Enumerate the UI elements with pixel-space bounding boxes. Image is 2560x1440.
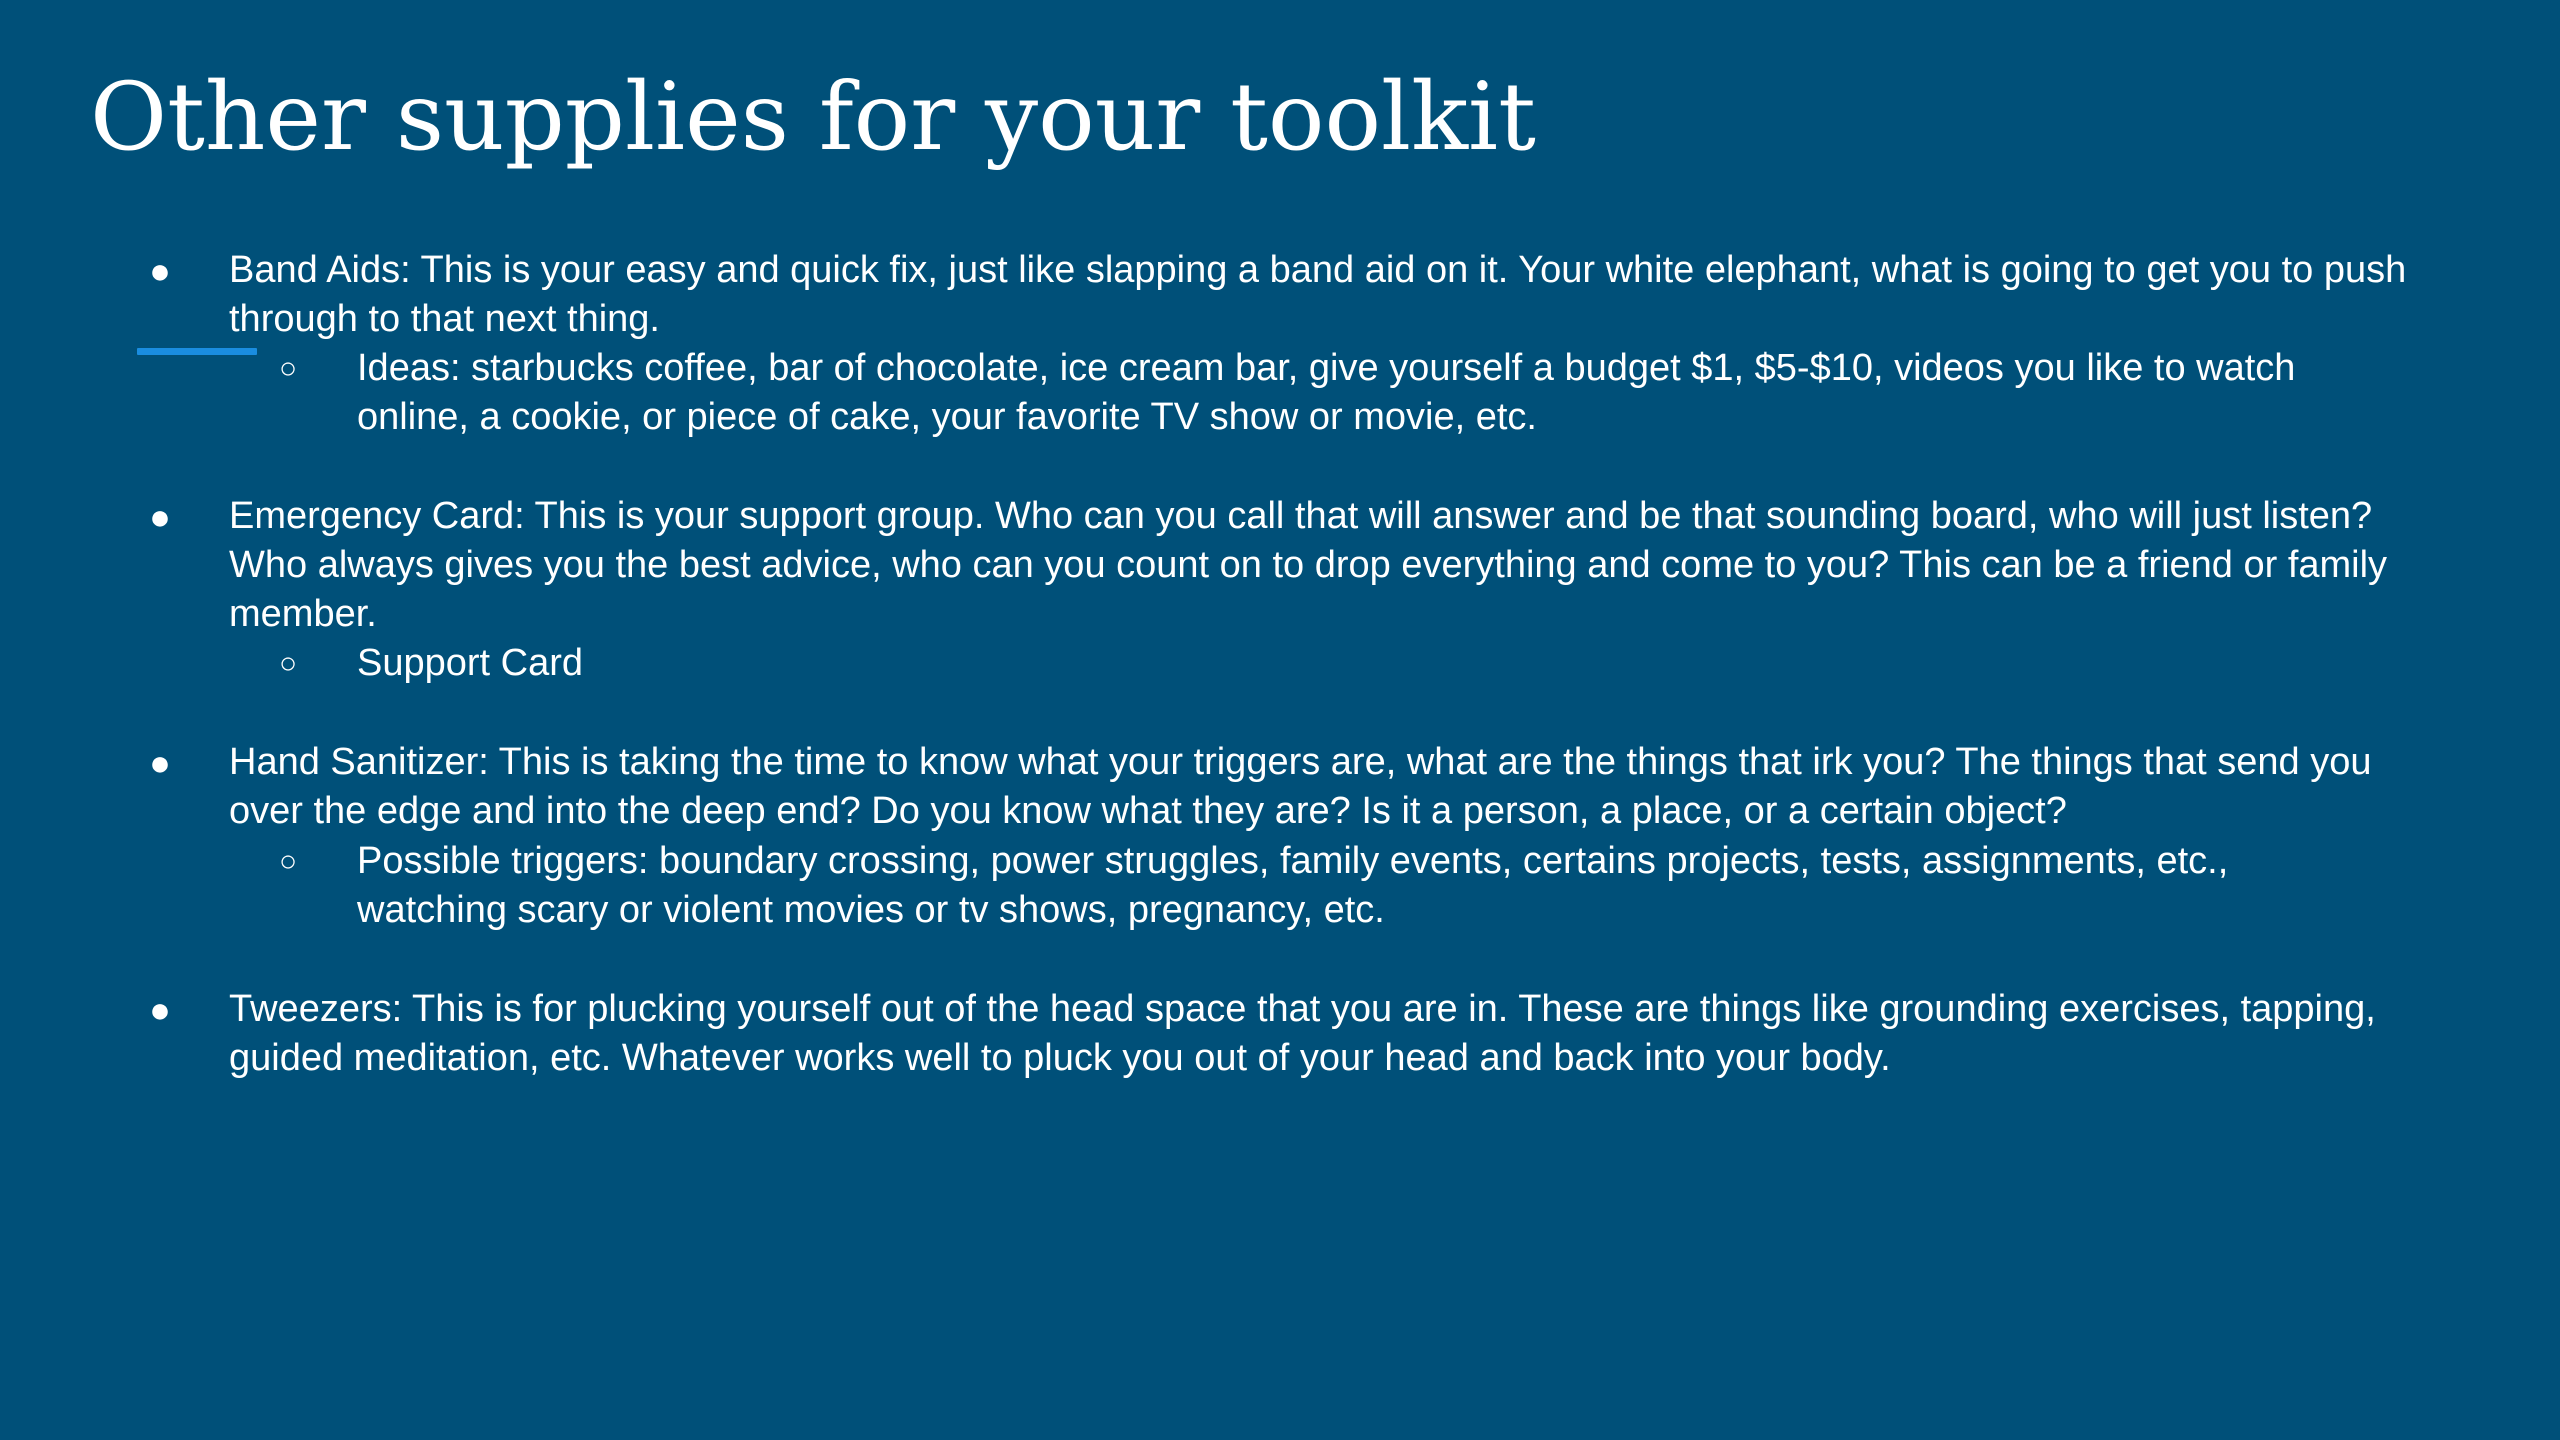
sub-item-text: Support Card bbox=[357, 642, 584, 684]
bullet-icon: ● bbox=[149, 250, 171, 291]
bullet-icon: ● bbox=[149, 989, 171, 1030]
slide-title: Other supplies for your toolkit bbox=[90, 63, 1536, 172]
sub-bullet-icon: ○ bbox=[278, 352, 298, 385]
list-item-text: Emergency Card: This is your support group. Who can you call that will answer and be that sounding board, who will just listen? Who always gives you the best advice, who can you count on to drop everything and come to you? This can be a friend or family member. bbox=[229, 495, 2388, 635]
sub-bullet-icon: ○ bbox=[278, 845, 298, 878]
bullet-icon: ● bbox=[149, 742, 171, 783]
list-item-text: Hand Sanitizer: This is taking the time to know what your triggers are, what are the things that irk you? The things that send you over the edge and into the deep end? Do you know what they are? Is it a person, a place, or a certain object? bbox=[229, 741, 2372, 832]
bullet-icon: ● bbox=[149, 496, 171, 537]
sub-bullet-icon: ○ bbox=[278, 647, 298, 680]
sub-item-text: Ideas: starbucks coffee, bar of chocolate, ice cream bar, give yourself a budget $1, $5-$10, videos you like to watch online, a cookie, or piece of cake, your favorite TV show or movie, etc. bbox=[357, 347, 2296, 438]
list-item-text: Tweezers: This is for plucking yourself out of the head space that you are in. These are things like grounding exercises, tapping, guided meditation, etc. Whatever works well to pluck you out of your head and back into your body. bbox=[229, 988, 2376, 1079]
list-item-text: Band Aids: This is your easy and quick fix, just like slapping a band aid on it. Your white elephant, what is going to get you to push through to that next thing. bbox=[229, 249, 2407, 340]
sub-item-text: Possible triggers: boundary crossing, power struggles, family events, certains projects, tests, assignments, etc., watching scary or violent movies or tv shows, pregnancy, etc. bbox=[357, 840, 2229, 931]
